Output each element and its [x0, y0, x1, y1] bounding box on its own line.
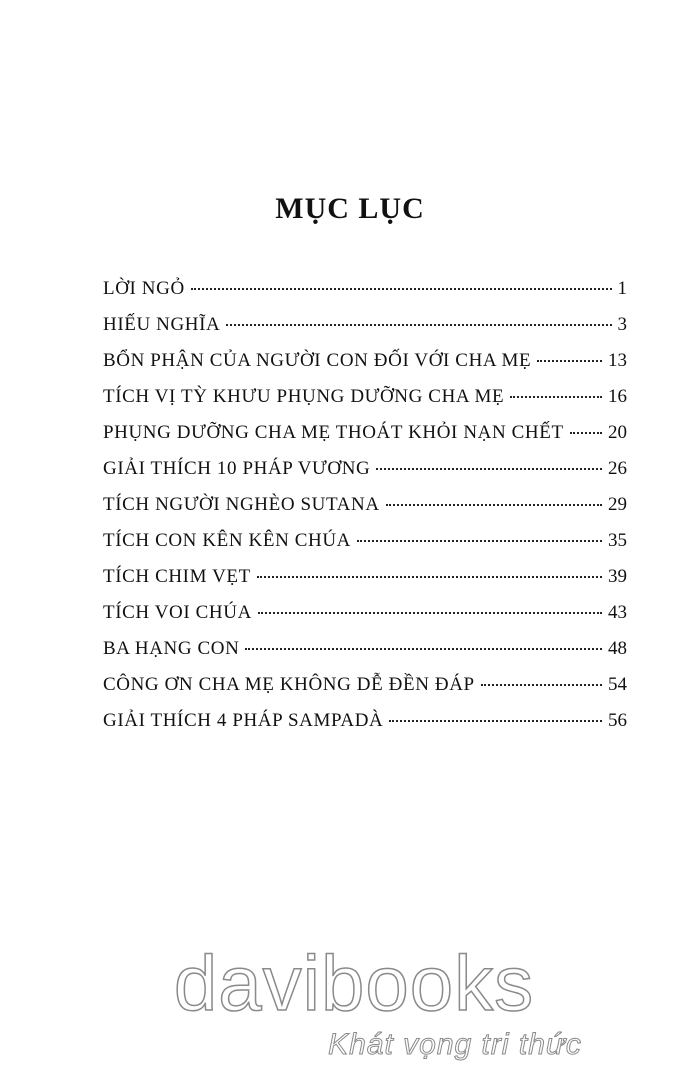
toc-entry	[103, 422, 627, 458]
toc-entry-page: 35	[608, 530, 627, 551]
dot-leader	[257, 576, 602, 578]
dot-leader	[537, 360, 602, 362]
toc-entry-page: 3	[617, 314, 627, 335]
dot-leader	[510, 396, 602, 398]
toc-entry-page: 13	[608, 350, 627, 371]
toc-entry-title: HIẾU NGHĨA	[103, 314, 221, 335]
toc-entry-page: 43	[608, 602, 627, 623]
toc-entry-page: 26	[608, 458, 627, 479]
toc-entry-page: 16	[608, 386, 627, 407]
toc-entry-title: GIẢI THÍCH 4 PHÁP SAMPADÀ	[103, 710, 384, 731]
toc-entry-page: 29	[608, 494, 627, 515]
toc-entry	[103, 638, 627, 674]
toc-entry	[103, 278, 627, 314]
toc-entry-page: 48	[608, 638, 627, 659]
dot-leader	[386, 504, 602, 506]
toc-entry-page: 1	[617, 278, 627, 299]
toc-entry-title: GIẢI THÍCH 10 PHÁP VƯƠNG	[103, 458, 371, 479]
toc-entry	[103, 386, 627, 422]
toc-entry-title: BA HẠNG CON	[103, 638, 240, 659]
dot-leader	[245, 648, 602, 650]
toc-entry-title: TÍCH CHIM VẸT	[103, 566, 251, 587]
toc-entry-title: BỔN PHẬN CỦA NGƯỜI CON ĐỐI VỚI CHA MẸ	[103, 350, 532, 371]
toc-entry-page: 39	[608, 566, 627, 587]
toc-entry	[103, 458, 627, 494]
toc-entry	[103, 530, 627, 566]
dot-leader	[357, 540, 602, 542]
dot-leader	[389, 720, 602, 722]
toc-entry-title: TÍCH NGƯỜI NGHÈO SUTANA	[103, 494, 380, 515]
toc-entry	[103, 494, 627, 530]
dot-leader	[481, 684, 602, 686]
dot-leader	[570, 432, 602, 434]
watermark-brand: davibooks	[173, 939, 535, 1027]
toc-entry-page: 20	[608, 422, 627, 443]
toc-entry-title: TÍCH VỊ TỲ KHƯU PHỤNG DƯỠNG CHA MẸ	[103, 386, 505, 407]
toc-entry	[103, 602, 627, 638]
toc-entry-title: CÔNG ƠN CHA MẸ KHÔNG DỄ ĐỀN ĐÁP	[103, 674, 475, 695]
dot-leader	[191, 288, 612, 290]
toc-entry	[103, 710, 627, 746]
toc-entry-title: LỜI NGỎ	[103, 278, 185, 299]
dot-leader	[258, 612, 602, 614]
dot-leader	[226, 324, 611, 326]
toc-entry-page: 56	[608, 710, 627, 731]
toc-entry-title: TÍCH CON KÊN KÊN CHÚA	[103, 530, 351, 551]
toc-entry	[103, 314, 627, 350]
table-of-contents	[103, 278, 627, 746]
watermark-tagline: Khát vọng tri thức	[328, 1028, 582, 1061]
toc-entry-title: PHỤNG DƯỠNG CHA MẸ THOÁT KHỎI NẠN CHẾT	[103, 422, 564, 443]
dot-leader	[376, 468, 602, 470]
toc-entry	[103, 350, 627, 386]
toc-entry	[103, 674, 627, 710]
page-title: MỤC LỤC	[275, 192, 425, 225]
toc-entry	[103, 566, 627, 602]
toc-entry-title: TÍCH VOI CHÚA	[103, 602, 252, 623]
toc-entry-page: 54	[608, 674, 627, 695]
